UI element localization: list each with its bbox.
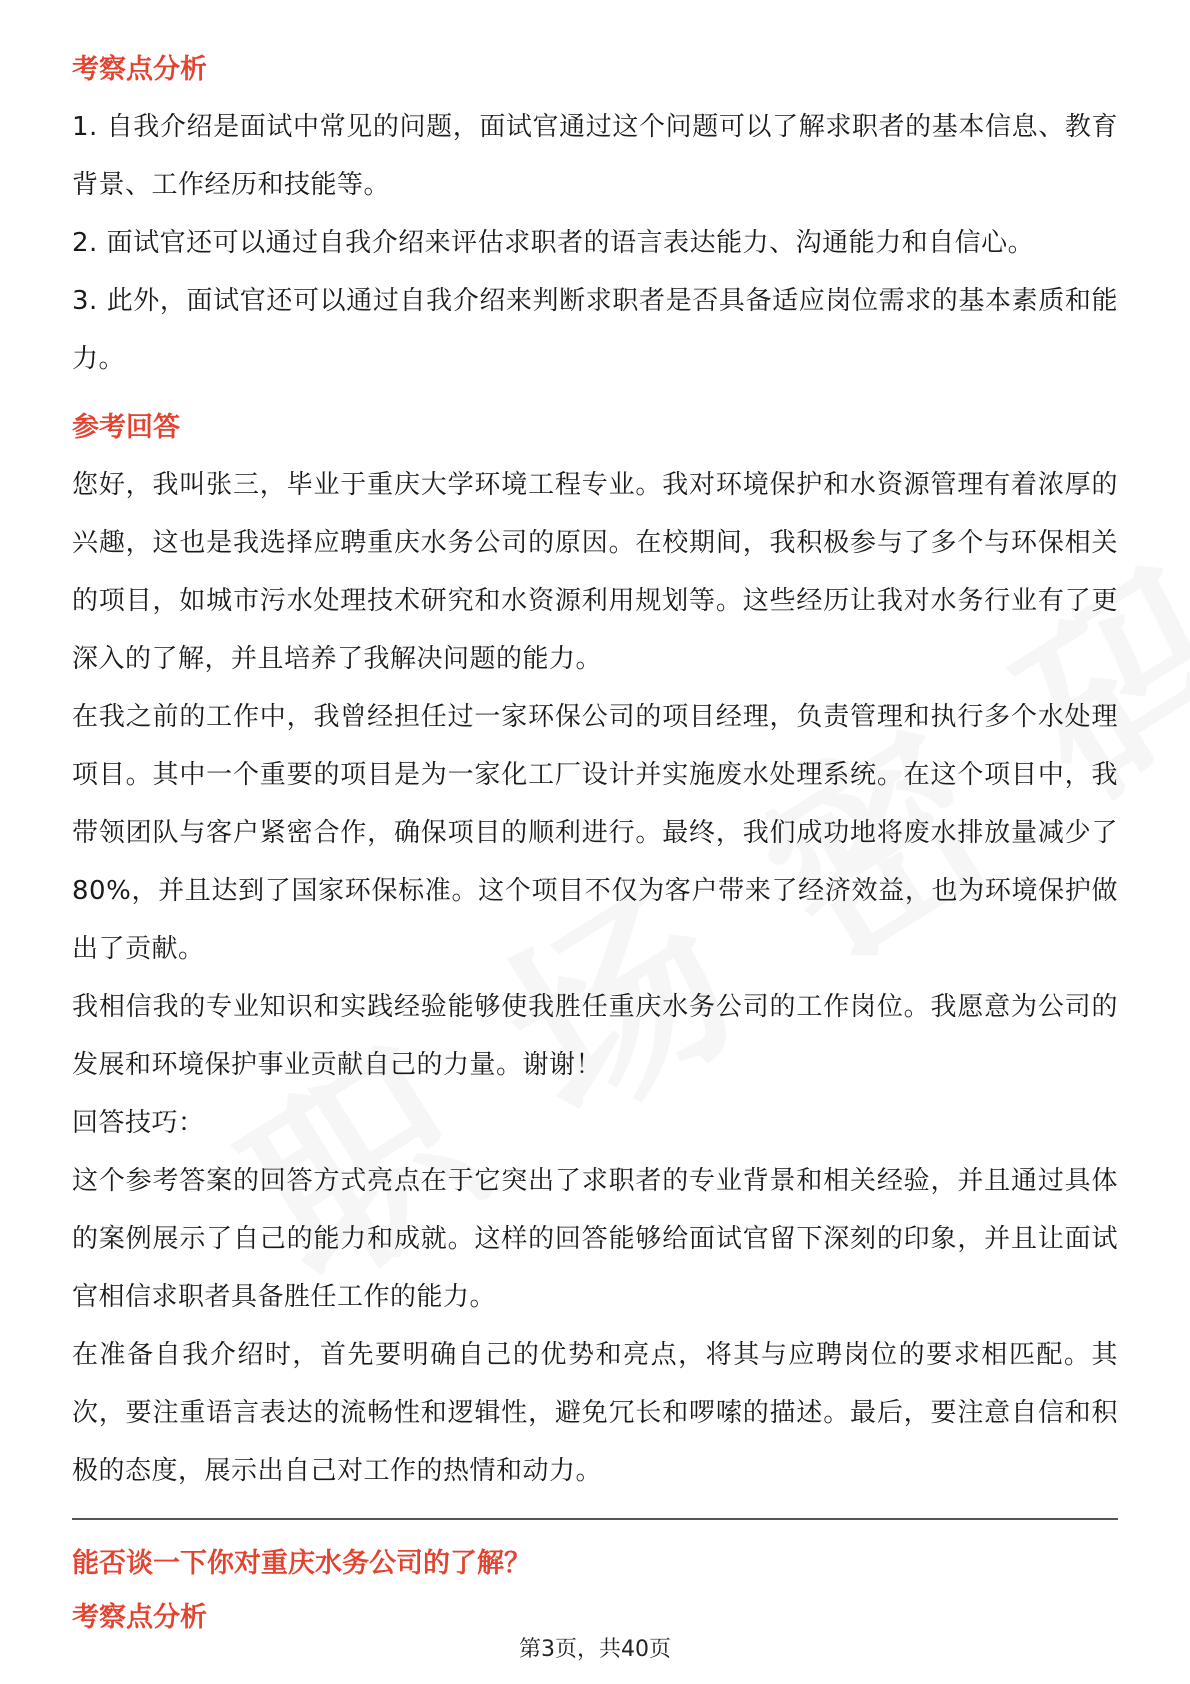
section-divider bbox=[72, 1518, 1118, 1520]
next-question-title: 能否谈一下你对重庆水务公司的了解？ bbox=[72, 1548, 531, 1579]
analysis-item-3: 3. 此外，面试官还可以通过自我介绍来判断求职者是否具备适应岗位需求的基本素质和能力。 bbox=[72, 286, 1118, 374]
analysis-item-1: 1. 自我介绍是面试中常见的问题，面试官通过这个问题可以了解求职者的基本信息、教育背景、工作经历和技能等。 bbox=[72, 112, 1118, 200]
section-heading-reference-answer: 参考回答 bbox=[72, 412, 180, 443]
answer-paragraph-3: 我相信我的专业知识和实践经验能够使我胜任重庆水务公司的工作岗位。我愿意为公司的发展和环境保护事业贡献自己的力量。谢谢！ bbox=[72, 992, 1118, 1080]
document-page bbox=[72, 48, 1118, 1640]
answer-tips-label: 回答技巧： bbox=[72, 1108, 205, 1138]
answer-paragraph-4: 这个参考答案的回答方式亮点在于它突出了求职者的专业背景和相关经验，并且通过具体的案例展示了自己的能力和成就。这样的回答能够给面试官留下深刻的印象，并且让面试官相信求职者具备胜任工作的能力。 bbox=[72, 1166, 1118, 1312]
answer-paragraph-1: 您好，我叫张三，毕业于重庆大学环境工程专业。我对环境保护和水资源管理有着浓厚的兴趣，这也是我选择应聘重庆水务公司的原因。在校期间，我积极参与了多个与环保相关的项目，如城市污水处理技术研究和水资源利用规划等。这些经历让我对水务行业有了更深入的了解，并且培养了我解决问题的能力。 bbox=[72, 470, 1118, 674]
section-heading-analysis: 考察点分析 bbox=[72, 54, 207, 85]
next-section-heading-analysis: 考察点分析 bbox=[72, 1602, 207, 1633]
page-number: 第3页，共40页 bbox=[519, 1637, 671, 1662]
answer-paragraph-2: 在我之前的工作中，我曾经担任过一家环保公司的项目经理，负责管理和执行多个水处理项目。其中一个重要的项目是为一家化工厂设计并实施废水处理系统。在这个项目中，我带领团队与客户紧密合作，确保项目的顺利进行。最终，我们成功地将废水排放量减少了80%，并且达到了国家环保标准。这个项目不仅为客户带来了经济效益，也为环境保护做出了贡献。 bbox=[72, 702, 1118, 964]
analysis-item-2: 2. 面试官还可以通过自我介绍来评估求职者的语言表达能力、沟通能力和自信心。 bbox=[72, 228, 1035, 258]
answer-paragraph-5: 在准备自我介绍时，首先要明确自己的优势和亮点，将其与应聘岗位的要求相匹配。其次，要注重语言表达的流畅性和逻辑性，避免冗长和啰嗦的描述。最后，要注意自信和积极的态度，展示出自己对工作的热情和动力。 bbox=[72, 1340, 1118, 1486]
